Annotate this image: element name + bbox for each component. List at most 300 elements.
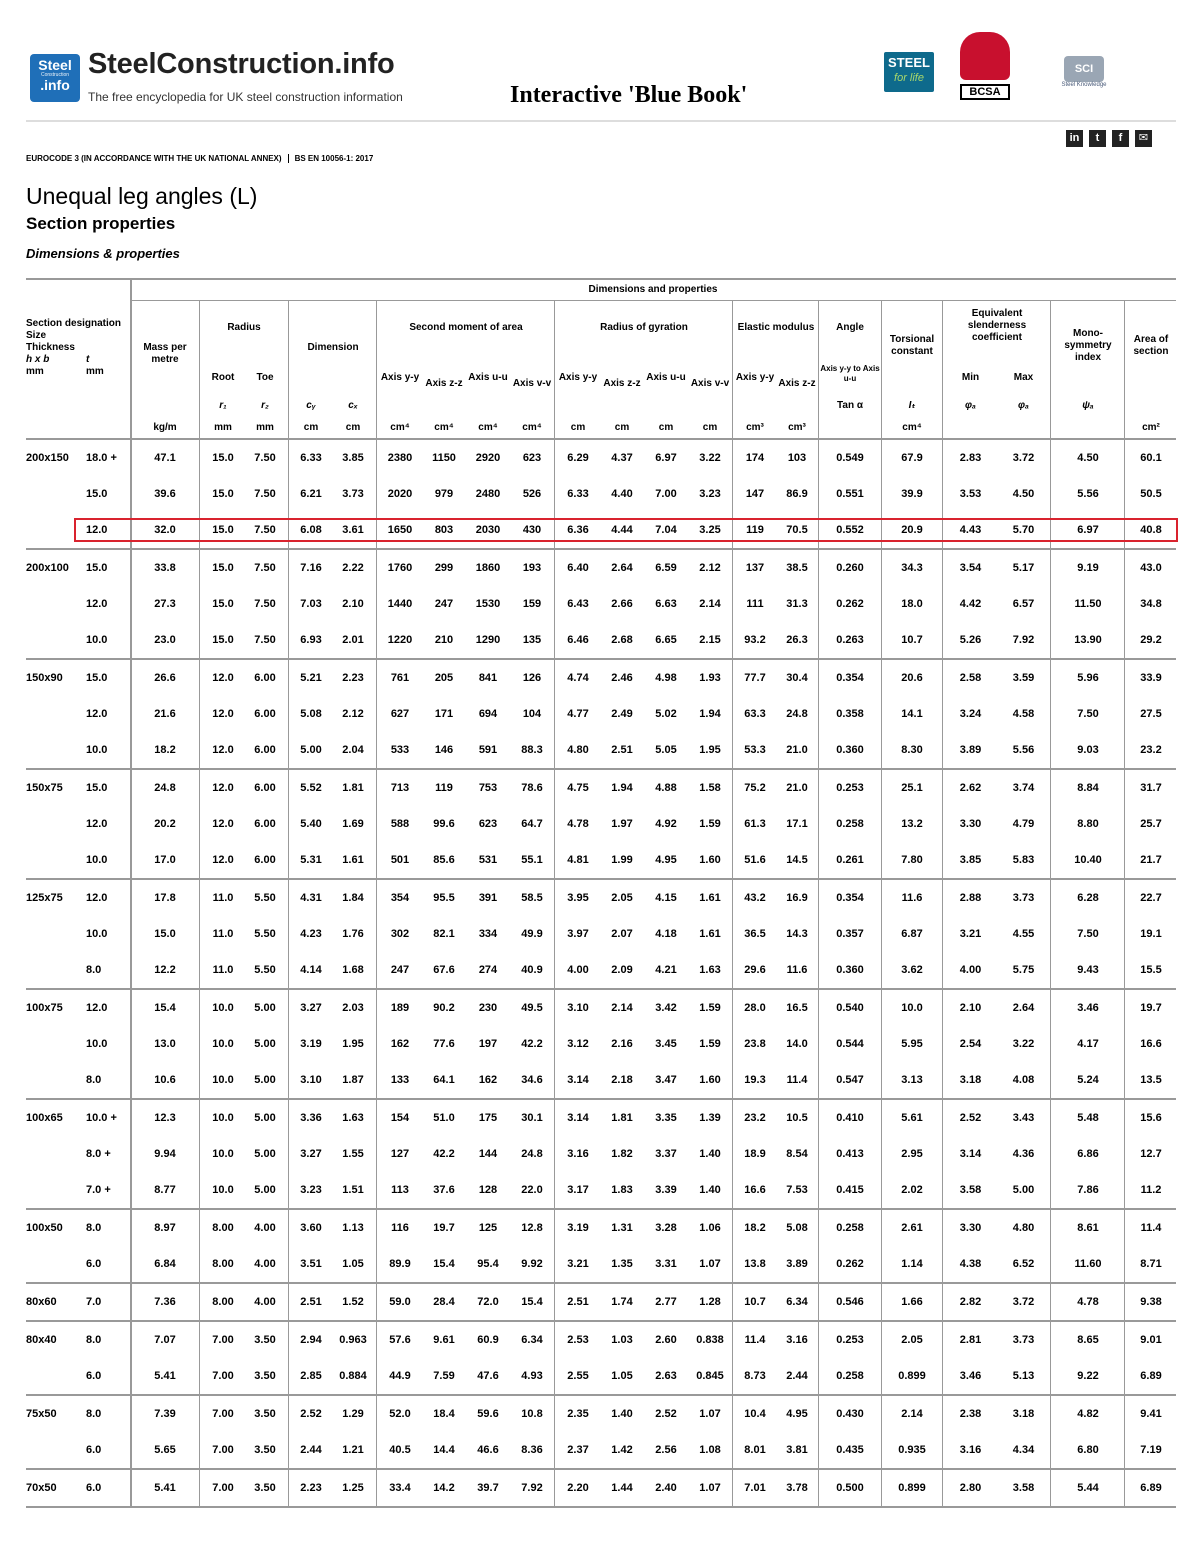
cell-size bbox=[26, 806, 82, 842]
cell-value: 6.36 bbox=[567, 524, 589, 536]
cell-value: 0.435 bbox=[836, 1444, 864, 1456]
cell-value: 2.51 bbox=[611, 744, 633, 756]
table-row[interactable] bbox=[26, 880, 1176, 916]
email-icon[interactable]: ✉ bbox=[1135, 130, 1152, 147]
cell-value: 7.00 bbox=[655, 488, 677, 500]
cell-value: 30.4 bbox=[786, 672, 808, 684]
cell-value: 2.53 bbox=[567, 1334, 589, 1346]
cell-value: 4.37 bbox=[611, 452, 633, 464]
cell-size bbox=[26, 1358, 82, 1394]
table-row[interactable] bbox=[26, 916, 1176, 952]
cell-value: 3.14 bbox=[567, 1112, 589, 1124]
cell-value: 1.40 bbox=[611, 1408, 633, 1420]
cell-value: 6.57 bbox=[1012, 598, 1035, 610]
cell-size bbox=[26, 622, 82, 658]
table-row[interactable] bbox=[26, 990, 1176, 1026]
cell-value: 31.7 bbox=[1140, 782, 1162, 794]
cell-value: 6.40 bbox=[567, 562, 589, 574]
cell-value: 6.28 bbox=[1077, 892, 1099, 904]
cell-value: 10.7 bbox=[744, 1296, 766, 1308]
cell-value: 1.51 bbox=[342, 1184, 364, 1196]
table-row[interactable] bbox=[26, 622, 1176, 658]
cell-value: 0.430 bbox=[836, 1408, 864, 1420]
table-row[interactable] bbox=[26, 1432, 1176, 1468]
unit-label: cm⁴ bbox=[902, 422, 922, 433]
cell-value: 334 bbox=[478, 928, 498, 940]
section-group bbox=[26, 770, 1176, 880]
header-t: t bbox=[86, 354, 90, 365]
cell-value: 3.73 bbox=[1012, 1334, 1035, 1346]
cell-value: 137 bbox=[745, 562, 765, 574]
cell-value: 60.9 bbox=[477, 1334, 499, 1346]
cell-value: 10.0 bbox=[901, 1002, 923, 1014]
cell-value: 4.82 bbox=[1077, 1408, 1099, 1420]
cell-size bbox=[26, 1172, 82, 1208]
cell-value: 3.61 bbox=[342, 524, 364, 536]
cell-value: 1.21 bbox=[342, 1444, 364, 1456]
table-row[interactable] bbox=[26, 696, 1176, 732]
cell-value: 803 bbox=[434, 524, 454, 536]
table-row[interactable] bbox=[26, 1284, 1176, 1320]
cell-value: 8.01 bbox=[744, 1444, 766, 1456]
cell-value: 5.00 bbox=[254, 1184, 276, 1196]
header-equivalent: Equivalent slenderness coefficient bbox=[967, 308, 1027, 343]
cell-value: 1440 bbox=[387, 598, 413, 610]
cell-value: 3.27 bbox=[300, 1002, 322, 1014]
sci-mark-icon: SCI bbox=[1064, 56, 1104, 82]
unit-label: mm bbox=[214, 422, 232, 433]
cell-value: 6.34 bbox=[521, 1334, 543, 1346]
header-group-top: Dimensions and properties bbox=[588, 284, 718, 295]
cell-value: 40.8 bbox=[1140, 524, 1162, 536]
unit-label: cm³ bbox=[746, 422, 764, 433]
cell-value: 2.88 bbox=[959, 892, 982, 904]
cell-value: 3.42 bbox=[655, 1002, 677, 1014]
cell-value: 26.3 bbox=[786, 634, 808, 646]
cell-value: 11.0 bbox=[212, 964, 234, 976]
header-col-line bbox=[942, 300, 943, 438]
cell-value: 3.58 bbox=[959, 1184, 982, 1196]
cell-thickness: 15.0 bbox=[86, 562, 108, 574]
cell-value: 4.50 bbox=[1012, 488, 1035, 500]
cell-value: 3.72 bbox=[1012, 1296, 1035, 1308]
cell-value: 2.83 bbox=[959, 452, 982, 464]
cell-value: 526 bbox=[522, 488, 542, 500]
cell-value: 85.6 bbox=[433, 854, 455, 866]
cell-value: 2.77 bbox=[655, 1296, 677, 1308]
cell-value: 6.46 bbox=[567, 634, 589, 646]
cell-value: 1530 bbox=[475, 598, 501, 610]
sci-subtext: Steel Knowledge bbox=[1061, 82, 1107, 88]
cell-value: 841 bbox=[478, 672, 498, 684]
cell-thickness: 15.0 bbox=[86, 782, 108, 794]
cell-thickness: 12.0 bbox=[86, 524, 108, 536]
table-row[interactable] bbox=[26, 1246, 1176, 1282]
sci-logo[interactable] bbox=[1056, 56, 1112, 96]
cell-value: 0.253 bbox=[836, 782, 864, 794]
cell-thickness: 8.0 + bbox=[86, 1148, 111, 1160]
cell-value: 5.00 bbox=[254, 1074, 276, 1086]
cell-value: 4.74 bbox=[567, 672, 589, 684]
cell-value: 3.73 bbox=[342, 488, 364, 500]
cell-value: 4.00 bbox=[959, 964, 982, 976]
cell-value: 128 bbox=[478, 1184, 498, 1196]
cell-value: 7.00 bbox=[212, 1334, 234, 1346]
cell-value: 5.00 bbox=[254, 1112, 276, 1124]
header-dimension: Dimension bbox=[307, 342, 359, 353]
cell-value: 5.00 bbox=[254, 1002, 276, 1014]
cell-value: 1.63 bbox=[342, 1112, 364, 1124]
cell-value: 12.7 bbox=[1140, 1148, 1162, 1160]
cell-value: 17.1 bbox=[786, 818, 808, 830]
cell-value: 189 bbox=[390, 1002, 410, 1014]
cell-value: 1290 bbox=[475, 634, 501, 646]
cell-value: 7.03 bbox=[300, 598, 322, 610]
cell-value: 162 bbox=[390, 1038, 410, 1050]
cell-value: 10.7 bbox=[901, 634, 923, 646]
cell-value: 18.4 bbox=[433, 1408, 455, 1420]
site-logo[interactable] bbox=[30, 54, 80, 102]
cell-value: 1.94 bbox=[699, 708, 721, 720]
cell-value: 3.51 bbox=[300, 1258, 322, 1270]
facebook-icon[interactable]: f bbox=[1112, 130, 1129, 147]
cell-value: 10.6 bbox=[154, 1074, 176, 1086]
cell-value: 47.1 bbox=[154, 452, 176, 464]
cell-value: 0.415 bbox=[836, 1184, 864, 1196]
cell-value: 12.0 bbox=[212, 744, 234, 756]
unit-label: cm⁴ bbox=[478, 422, 498, 433]
cell-value: 3.50 bbox=[254, 1482, 276, 1494]
cell-value: 24.8 bbox=[786, 708, 808, 720]
cell-value: 5.52 bbox=[300, 782, 322, 794]
cell-value: 5.41 bbox=[154, 1370, 176, 1382]
site-name[interactable]: SteelConstruction.info bbox=[88, 48, 395, 80]
cell-value: 5.75 bbox=[1012, 964, 1035, 976]
cell-value: 1.87 bbox=[342, 1074, 364, 1086]
cell-value: 5.00 bbox=[300, 744, 322, 756]
cell-value: 531 bbox=[478, 854, 498, 866]
cell-value: 6.00 bbox=[254, 708, 276, 720]
cell-value: 13.5 bbox=[1140, 1074, 1162, 1086]
table-row[interactable] bbox=[26, 476, 1176, 512]
cell-value: 2.85 bbox=[300, 1370, 322, 1382]
cell-value: 3.74 bbox=[1012, 782, 1035, 794]
cell-value: 88.3 bbox=[521, 744, 543, 756]
cell-value: 12.0 bbox=[212, 782, 234, 794]
cell-value: 1.59 bbox=[699, 1002, 721, 1014]
table-row[interactable] bbox=[26, 550, 1176, 586]
cell-value: 11.4 bbox=[1140, 1222, 1162, 1234]
cell-value: 0.413 bbox=[836, 1148, 864, 1160]
cell-value: 39.6 bbox=[154, 488, 176, 500]
header-mono: Mono-symmetry index bbox=[1064, 328, 1112, 363]
cell-value: 6.33 bbox=[567, 488, 589, 500]
cell-thickness: 6.0 bbox=[86, 1444, 102, 1456]
cell-value: 5.31 bbox=[300, 854, 322, 866]
table-row[interactable] bbox=[26, 1396, 1176, 1432]
cell-value: 10.0 bbox=[212, 1148, 234, 1160]
cell-value: 0.838 bbox=[696, 1334, 724, 1346]
table-row[interactable] bbox=[26, 732, 1176, 768]
cell-value: 501 bbox=[390, 854, 410, 866]
cell-value: 2.38 bbox=[959, 1408, 982, 1420]
cell-value: 2.01 bbox=[342, 634, 364, 646]
cell-value: 3.50 bbox=[254, 1444, 276, 1456]
cell-value: 3.18 bbox=[1012, 1408, 1035, 1420]
unit-label: cm bbox=[570, 422, 586, 433]
cell-value: 1860 bbox=[475, 562, 501, 574]
cell-value: 7.92 bbox=[1012, 634, 1035, 646]
cell-value: 21.6 bbox=[154, 708, 176, 720]
cell-value: 27.3 bbox=[154, 598, 176, 610]
cell-value: 2.05 bbox=[901, 1334, 923, 1346]
cell-value: 4.93 bbox=[521, 1370, 543, 1382]
cell-value: 0.540 bbox=[836, 1002, 864, 1014]
cell-value: 1.76 bbox=[342, 928, 364, 940]
cell-value: 8.36 bbox=[521, 1444, 543, 1456]
cell-value: 3.43 bbox=[1012, 1112, 1035, 1124]
cell-value: 6.80 bbox=[1077, 1444, 1099, 1456]
cell-value: 5.08 bbox=[300, 708, 322, 720]
cell-value: 1.07 bbox=[699, 1408, 721, 1420]
cell-value: 7.86 bbox=[1077, 1184, 1099, 1196]
cell-value: 57.6 bbox=[389, 1334, 411, 1346]
standard-eurocode: EUROCODE 3 (IN ACCORDANCE WITH THE UK NATIONAL ANNEX) bbox=[26, 154, 282, 163]
cell-value: 18.9 bbox=[744, 1148, 766, 1160]
header-r2: r₂ bbox=[261, 400, 269, 411]
cell-value: 14.4 bbox=[433, 1444, 455, 1456]
cell-value: 37.6 bbox=[433, 1184, 455, 1196]
cell-value: 0.253 bbox=[836, 1334, 864, 1346]
cell-value: 4.88 bbox=[655, 782, 677, 794]
cell-value: 2.46 bbox=[611, 672, 633, 684]
cell-value: 2.64 bbox=[611, 562, 633, 574]
header-area: Area of section bbox=[1133, 334, 1169, 357]
cell-value: 4.14 bbox=[300, 964, 322, 976]
cell-value: 6.86 bbox=[1077, 1148, 1099, 1160]
table-row[interactable] bbox=[26, 1322, 1176, 1358]
cell-value: 3.22 bbox=[1012, 1038, 1035, 1050]
cell-thickness: 10.0 + bbox=[86, 1112, 117, 1124]
cell-value: 36.5 bbox=[744, 928, 766, 940]
cell-value: 8.00 bbox=[212, 1258, 234, 1270]
header-rg-zz: Axis z-z bbox=[603, 378, 641, 389]
cell-value: 67.9 bbox=[901, 452, 923, 464]
cell-value: 10.4 bbox=[744, 1408, 766, 1420]
cell-size: 100x50 bbox=[26, 1222, 63, 1234]
cell-value: 2380 bbox=[387, 452, 413, 464]
cell-value: 247 bbox=[390, 964, 410, 976]
table-row[interactable] bbox=[26, 512, 1176, 548]
cell-value: 4.17 bbox=[1077, 1038, 1099, 1050]
cell-size: 200x150 bbox=[26, 452, 69, 464]
cell-value: 20.9 bbox=[901, 524, 923, 536]
header-divider bbox=[26, 120, 1176, 122]
cell-value: 274 bbox=[478, 964, 498, 976]
cell-value: 2.44 bbox=[786, 1370, 808, 1382]
cell-value: 2.23 bbox=[300, 1482, 322, 1494]
cell-value: 21.7 bbox=[1140, 854, 1162, 866]
table-row[interactable] bbox=[26, 1100, 1176, 1136]
table-row[interactable] bbox=[26, 952, 1176, 988]
cell-thickness: 8.0 bbox=[86, 1334, 102, 1346]
cell-value: 14.5 bbox=[786, 854, 808, 866]
table-row[interactable] bbox=[26, 1470, 1176, 1506]
cell-value: 3.54 bbox=[959, 562, 982, 574]
linkedin-icon[interactable]: in bbox=[1066, 130, 1083, 147]
cell-value: 5.00 bbox=[1012, 1184, 1035, 1196]
cell-value: 210 bbox=[434, 634, 454, 646]
twitter-icon[interactable]: t bbox=[1089, 130, 1106, 147]
cell-value: 0.262 bbox=[836, 1258, 864, 1270]
cell-value: 6.08 bbox=[300, 524, 322, 536]
cell-value: 119 bbox=[435, 782, 453, 794]
cell-value: 5.83 bbox=[1012, 854, 1035, 866]
cell-value: 1.28 bbox=[699, 1296, 721, 1308]
table-row[interactable] bbox=[26, 440, 1176, 476]
cell-value: 49.9 bbox=[521, 928, 543, 940]
cell-value: 12.3 bbox=[154, 1112, 176, 1124]
section-group bbox=[26, 1210, 1176, 1284]
cell-value: 391 bbox=[478, 892, 498, 904]
cell-thickness: 12.0 bbox=[86, 1002, 108, 1014]
cell-value: 4.15 bbox=[655, 892, 677, 904]
cell-thickness: 6.0 bbox=[86, 1258, 102, 1270]
cell-value: 6.00 bbox=[254, 744, 276, 756]
cell-value: 46.6 bbox=[477, 1444, 499, 1456]
cell-value: 2.55 bbox=[567, 1370, 589, 1382]
cell-value: 588 bbox=[390, 818, 410, 830]
cell-value: 6.21 bbox=[300, 488, 322, 500]
cell-value: 67.6 bbox=[433, 964, 455, 976]
steel-for-life-logo[interactable] bbox=[884, 52, 934, 92]
cell-value: 28.0 bbox=[744, 1002, 766, 1014]
table-row[interactable] bbox=[26, 770, 1176, 806]
table-row[interactable] bbox=[26, 1026, 1176, 1062]
cell-size: 100x75 bbox=[26, 1002, 63, 1014]
header-toe: Toe bbox=[256, 372, 274, 383]
cell-value: 95.4 bbox=[477, 1258, 499, 1270]
cell-value: 43.0 bbox=[1140, 562, 1162, 574]
cell-value: 2.12 bbox=[699, 562, 721, 574]
cell-value: 24.8 bbox=[154, 782, 176, 794]
table-row[interactable] bbox=[26, 1210, 1176, 1246]
cell-value: 1.55 bbox=[342, 1148, 364, 1160]
header-angle-sub: Axis y-y to Axis u-u bbox=[820, 364, 880, 383]
cell-value: 19.3 bbox=[744, 1074, 766, 1086]
cell-value: 77.7 bbox=[744, 672, 766, 684]
cell-value: 15.4 bbox=[521, 1296, 543, 1308]
table-row[interactable] bbox=[26, 806, 1176, 842]
cell-value: 43.2 bbox=[744, 892, 766, 904]
cell-value: 9.61 bbox=[433, 1334, 455, 1346]
cell-value: 9.19 bbox=[1077, 562, 1099, 574]
cell-value: 4.34 bbox=[1012, 1444, 1035, 1456]
cell-value: 19.7 bbox=[1140, 1002, 1162, 1014]
cell-value: 6.43 bbox=[567, 598, 589, 610]
cell-value: 15.0 bbox=[154, 928, 176, 940]
cell-value: 3.81 bbox=[786, 1444, 808, 1456]
cell-value: 0.845 bbox=[696, 1370, 724, 1382]
cell-value: 5.95 bbox=[901, 1038, 923, 1050]
cell-value: 1.59 bbox=[699, 1038, 721, 1050]
cell-value: 59.6 bbox=[477, 1408, 499, 1420]
cell-value: 8.71 bbox=[1140, 1258, 1162, 1270]
cell-value: 3.16 bbox=[567, 1148, 589, 1160]
cell-size: 125x75 bbox=[26, 892, 63, 904]
cell-value: 6.00 bbox=[254, 672, 276, 684]
cell-value: 1.60 bbox=[699, 854, 721, 866]
cell-value: 13.90 bbox=[1074, 634, 1102, 646]
bcsa-logo[interactable] bbox=[960, 32, 1010, 104]
cell-value: 6.00 bbox=[254, 782, 276, 794]
unit-label: cm² bbox=[1142, 422, 1160, 433]
cell-value: 5.56 bbox=[1077, 488, 1099, 500]
cell-value: 171 bbox=[434, 708, 454, 720]
cell-value: 4.08 bbox=[1012, 1074, 1035, 1086]
cell-value: 10.5 bbox=[786, 1112, 808, 1124]
cell-value: 147 bbox=[745, 488, 765, 500]
cell-value: 0.884 bbox=[339, 1370, 367, 1382]
cell-value: 14.0 bbox=[786, 1038, 808, 1050]
cell-value: 15.5 bbox=[1140, 964, 1162, 976]
cell-value: 4.00 bbox=[254, 1258, 276, 1270]
cell-value: 14.3 bbox=[786, 928, 808, 940]
table-row[interactable] bbox=[26, 1136, 1176, 1172]
table-row[interactable] bbox=[26, 586, 1176, 622]
header-mass: Mass per metre bbox=[143, 342, 187, 365]
cell-value: 11.0 bbox=[212, 892, 234, 904]
cell-thickness: 12.0 bbox=[86, 818, 108, 830]
cell-value: 9.41 bbox=[1140, 1408, 1162, 1420]
cell-value: 4.42 bbox=[959, 598, 982, 610]
cell-value: 0.935 bbox=[898, 1444, 926, 1456]
cell-thickness: 10.0 bbox=[86, 854, 108, 866]
table-row[interactable] bbox=[26, 842, 1176, 878]
cell-value: 11.0 bbox=[212, 928, 234, 940]
cell-value: 3.18 bbox=[959, 1074, 982, 1086]
table-row[interactable] bbox=[26, 660, 1176, 696]
cell-value: 5.26 bbox=[959, 634, 982, 646]
cell-value: 7.50 bbox=[254, 524, 276, 536]
cell-value: 2.20 bbox=[567, 1482, 589, 1494]
section-group bbox=[26, 1396, 1176, 1470]
unit-label: cm⁴ bbox=[390, 422, 410, 433]
table-row[interactable] bbox=[26, 1358, 1176, 1394]
header-axis-zz: Axis z-z bbox=[425, 378, 463, 389]
cell-value: 2.51 bbox=[567, 1296, 589, 1308]
header-size: Size bbox=[26, 330, 47, 341]
header-em-yy: Axis y-y bbox=[735, 372, 775, 383]
cell-value: 3.22 bbox=[699, 452, 721, 464]
unit-label: mm bbox=[256, 422, 274, 433]
unit-label: cm bbox=[345, 422, 361, 433]
cell-value: 2.81 bbox=[959, 1334, 982, 1346]
header-col-line bbox=[554, 300, 555, 438]
cell-value: 9.43 bbox=[1077, 964, 1099, 976]
table-row[interactable] bbox=[26, 1172, 1176, 1208]
cell-value: 8.65 bbox=[1077, 1334, 1099, 1346]
header-cz: cₓ bbox=[348, 400, 358, 411]
cell-value: 51.6 bbox=[744, 854, 766, 866]
header-max: Max bbox=[1013, 372, 1034, 383]
table-row[interactable] bbox=[26, 1062, 1176, 1098]
logo-subtext: Construction bbox=[40, 72, 70, 78]
unit-label: cm bbox=[303, 422, 319, 433]
cell-thickness: 6.0 bbox=[86, 1370, 102, 1382]
cell-size bbox=[26, 696, 82, 732]
cell-value: 75.2 bbox=[744, 782, 766, 794]
